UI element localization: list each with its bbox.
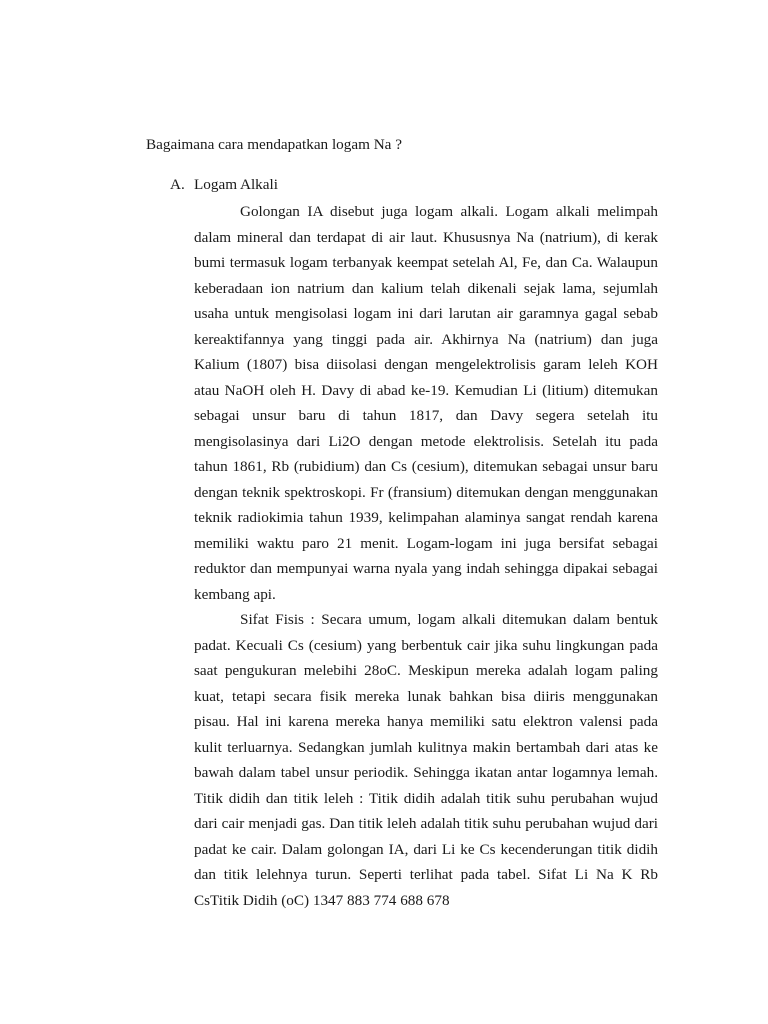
section-marker: A.	[170, 176, 185, 193]
paragraph-physical-properties: Sifat Fisis : Secara umum, logam alkali ditemukan dalam bentuk padat. Kecuali Cs (cesium) yang berbentuk cair jika suhu lingkungan pada saat pengukuran melebihi 28oC. Meskipun mereka adalah logam paling kuat, tetapi secara fisik mereka lunak bahkan bisa diiris menggunakan pisau. Hal ini karena mereka hanya memiliki satu elektron valensi pada kulit terluarnya. Sedangkan jumlah kulitnya makin bertambah dari atas ke bawah dalam tabel unsur periodik. Sehingga ikatan antar logamnya lemah. Titik didih dan titik leleh : Titik didih adalah titik suhu perubahan wujud dari cair menjadi gas. Dan titik leleh adalah titik suhu perubahan wujud dari padat ke cair. Dalam golongan IA, dari Li ke Cs kecenderungan titik didih dan titik lelehnya turun. Seperti terlihat pada tabel. Sifat Li Na K Rb CsTitik Didih (oC) 1347 883 774 688 678	[194, 611, 658, 909]
question-heading: Bagaimana cara mendapatkan logam Na ?	[146, 136, 402, 153]
section-body	[194, 199, 658, 913]
section-heading	[170, 176, 278, 194]
paragraph-history: Golongan IA disebut juga logam alkali. Logam alkali melimpah dalam mineral dan terdapat di air laut. Khususnya Na (natrium), di kerak bumi termasuk logam terbanyak keempat setelah Al, Fe, dan Ca. Walaupun keberadaan ion natrium dan kalium telah dikenali sejak lama, sejumlah usaha untuk mengisolasi logam ini dari larutan air garamnya gagal sebab kereaktifannya yang tinggi pada air. Akhirnya Na (natrium) dan juga Kalium (1807) bisa diisolasi dengan mengelektrolisis garam leleh KOH atau NaOH oleh H. Davy di abad ke-19. Kemudian Li (litium) ditemukan sebagai unsur baru di tahun 1817, dan Davy segera setelah itu mengisolasinya dari Li2O dengan metode elektrolisis. Setelah itu pada tahun 1861, Rb (rubidium) dan Cs (cesium), ditemukan sebagai unsur baru dengan teknik spektroskopi. Fr (fransium) ditemukan dengan menggunakan teknik radiokimia tahun 1939, kelimpahan alaminya sangat rendah karena memiliki waktu paro 21 menit. Logam-logam ini juga bersifat sebagai reduktor dan mempunyai warna nyala yang indah sehingga dipakai sebagai kembang api.	[194, 203, 658, 603]
section-title: Logam Alkali	[194, 176, 278, 193]
